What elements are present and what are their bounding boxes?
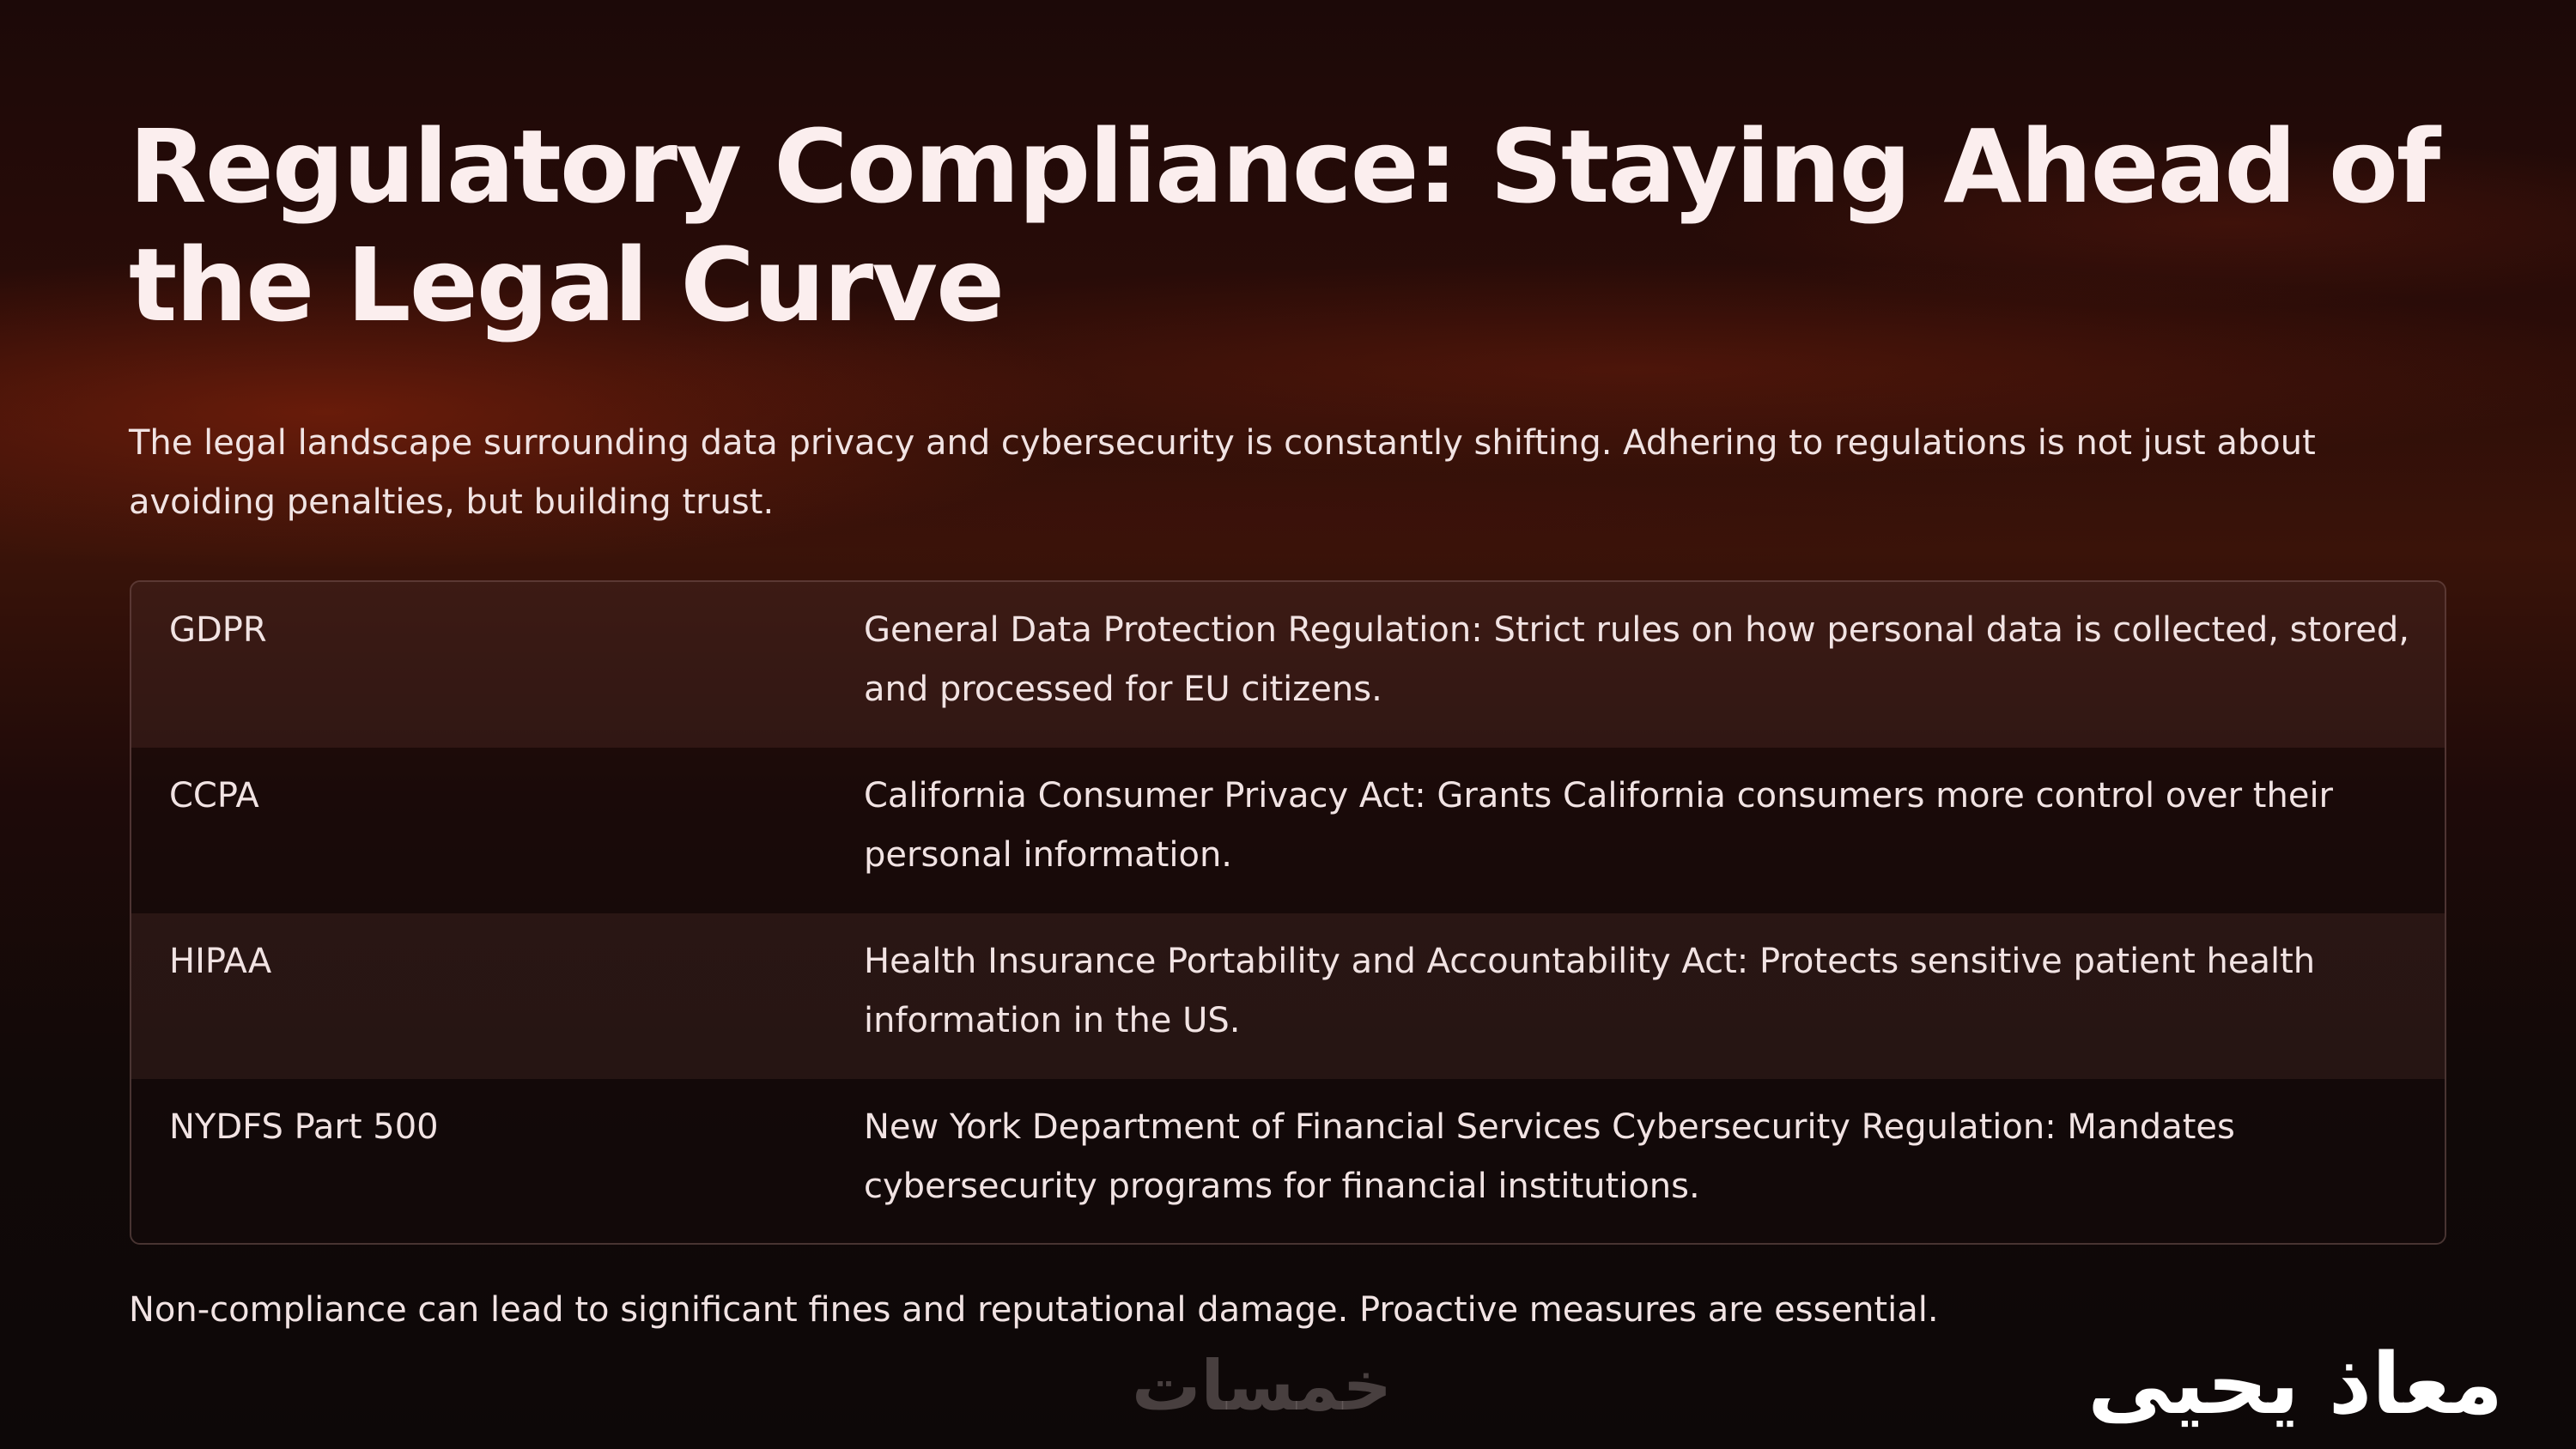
regulation-term: CCPA: [169, 776, 259, 815]
regulation-description: New York Department of Financial Services Cybersecurity Regulation: Mandates cybersecurity programs for financial institutions.: [864, 1107, 2235, 1206]
regulation-term: GDPR: [169, 610, 267, 650]
footer-note: Non-compliance can lead to significant fines and reputational damage. Proactive measures are essential.: [129, 1290, 1939, 1330]
table-row: [131, 1079, 2445, 1245]
table-row: [131, 748, 2445, 913]
regulation-description: Health Insurance Portability and Accountability Act: Protects sensitive patient health information in the US.: [864, 942, 2316, 1040]
regulation-description: California Consumer Privacy Act: Grants California consumers more control over their personal information.: [864, 776, 2333, 875]
regulation-description: General Data Protection Regulation: Strict rules on how personal data is collected, stored, and processed for EU citizens.: [864, 610, 2409, 709]
slide-title: Regulatory Compliance: Staying Ahead of the Legal Curve: [129, 107, 2439, 344]
author-signature: معاذ يحيى: [2087, 1336, 2503, 1434]
regulations-table: [130, 580, 2446, 1245]
intro-paragraph: The legal landscape surrounding data privacy and cybersecurity is constantly shifting. Adhering to regulations is not just about avoiding penalties, but building trust.: [129, 423, 2316, 522]
table-row: [131, 913, 2445, 1079]
table-row: [131, 582, 2445, 748]
regulation-term: HIPAA: [169, 942, 272, 981]
watermark-logo: خمسات: [1132, 1346, 1393, 1426]
regulation-term: NYDFS Part 500: [169, 1107, 439, 1147]
